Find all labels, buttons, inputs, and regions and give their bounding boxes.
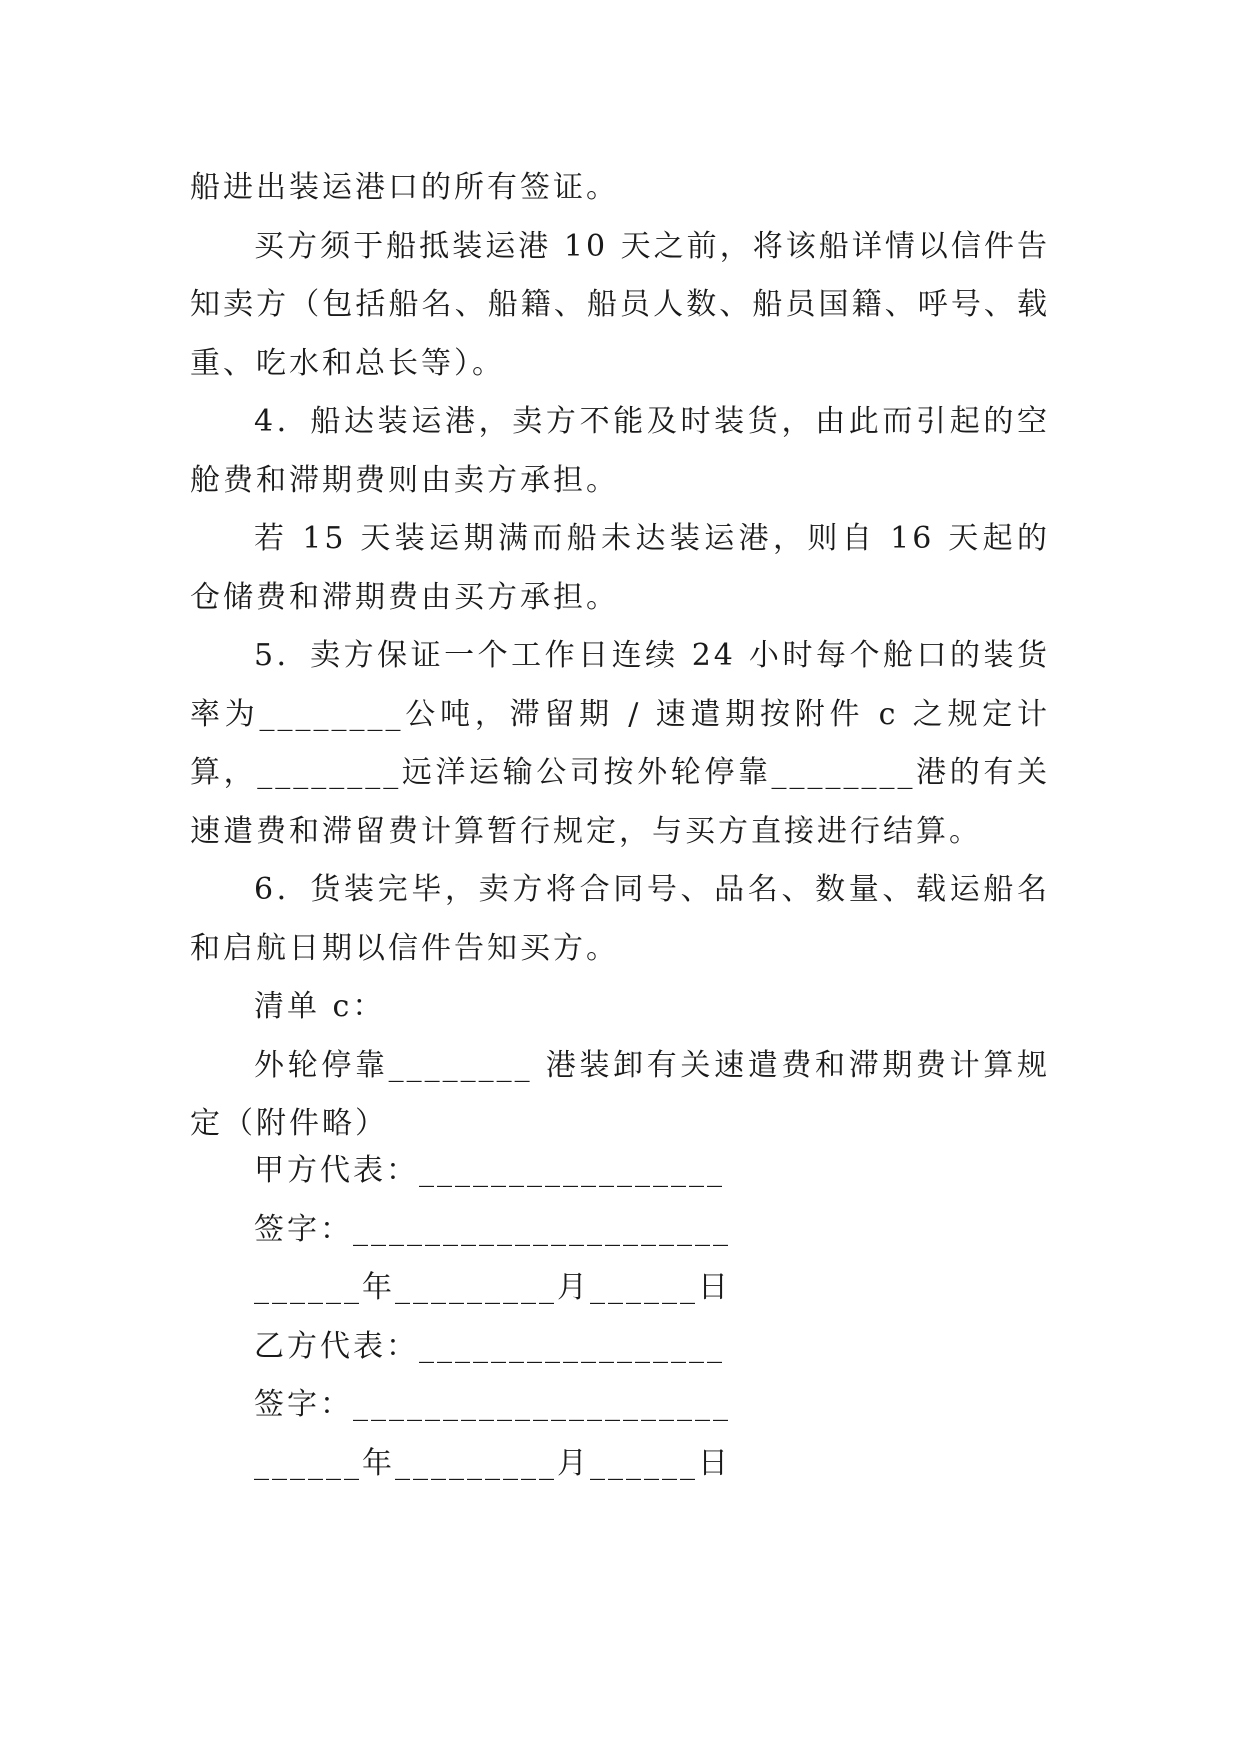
paragraph-storage-fee: 若 15 天装运期满而船未达装运港，则自 16 天起的仓储费和滞期费由买方承担。 xyxy=(190,521,1050,615)
paragraph-clause-4: 4．船达装运港，卖方不能及时装货，由此而引起的空舱费和滞期费则由卖方承担。 xyxy=(190,404,1050,498)
paragraph-visa: 船进出装运港口的所有签证。 xyxy=(190,170,619,205)
paragraph-list-c: 清单 c： xyxy=(254,989,386,1024)
party-b-signature: 签字：_____________________ xyxy=(254,1387,731,1422)
party-a-representative: 甲方代表：_________________ xyxy=(254,1153,725,1188)
paragraph-ship-notice: 买方须于船抵装运港 10 天之前，将该船详情以信件告知卖方（包括船名、船籍、船员人数、船员国籍、呼号、载重、吃水和总长等）。 xyxy=(190,228,1050,381)
party-a-signature: 签字：_____________________ xyxy=(254,1211,731,1247)
party-b-representative: 乙方代表：_________________ xyxy=(254,1328,725,1364)
paragraph-clause-6: 6．货装完毕，卖方将合同号、品名、数量、载运船名和启航日期以信件告知买方。 xyxy=(190,872,1050,966)
paragraph-port-rules: 外轮停靠________ 港装卸有关速遣费和滞期费计算规定（附件略） xyxy=(190,1047,1050,1141)
party-a-date: ______年_________月______日 xyxy=(254,1270,731,1305)
contract-body xyxy=(190,159,1050,1154)
signature-block xyxy=(254,1142,731,1493)
party-b-date: ______年_________月______日 xyxy=(254,1445,731,1481)
paragraph-clause-5: 5．卖方保证一个工作日连续 24 小时每个舱口的装货率为________公吨，滞留期 / 速遣期按附件 c 之规定计算，________远洋运输公司按外轮停靠________港的有关速遣费和滞留费计算暂行规定，与买方直接进行结算。 xyxy=(190,638,1050,849)
